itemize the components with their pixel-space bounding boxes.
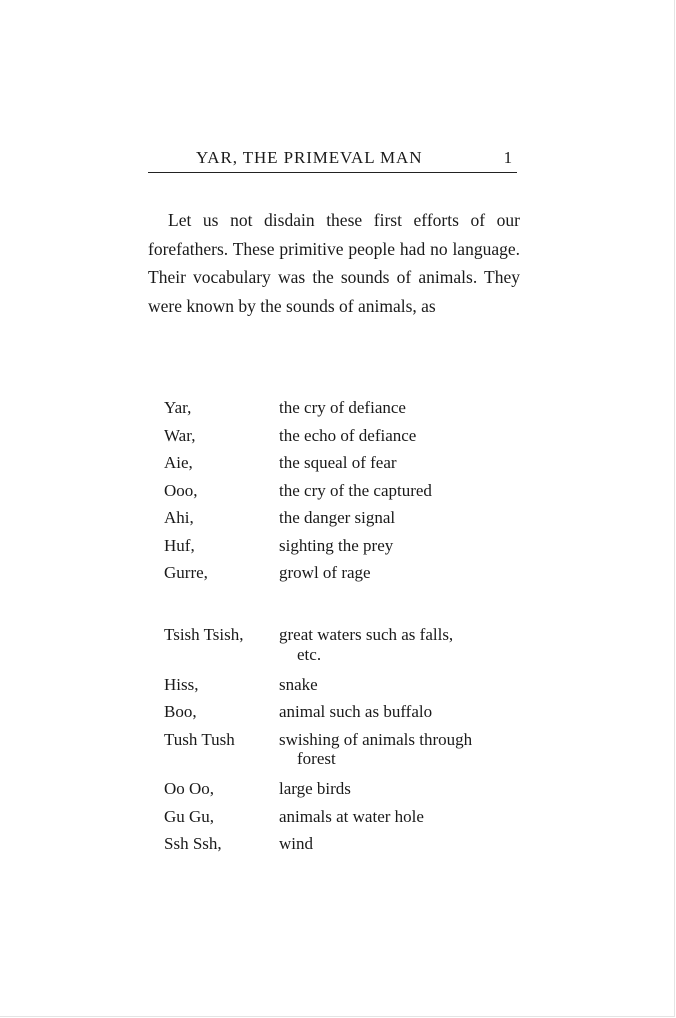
glossary-entry bbox=[164, 449, 524, 477]
glossary-term: Ssh Ssh, bbox=[164, 834, 222, 853]
glossary-term: Tsish Tsish, bbox=[164, 625, 244, 644]
glossary-meaning: sighting the prey bbox=[279, 535, 394, 555]
glossary-meaning-wrapper bbox=[279, 621, 524, 671]
glossary-term: Gu Gu, bbox=[164, 806, 215, 826]
glossary-meaning-continuation: forest bbox=[297, 749, 336, 768]
glossary-meaning: animal such as buffalo bbox=[279, 702, 433, 721]
glossary-meaning: the cry of defiance bbox=[279, 398, 406, 417]
glossary-term: Ooo, bbox=[164, 480, 198, 500]
glossary-entry bbox=[164, 559, 524, 587]
glossary-term: Aie, bbox=[164, 453, 193, 472]
running-head-title: YAR, THE PRIMEVAL MAN bbox=[196, 148, 423, 167]
glossary-term: Huf, bbox=[164, 535, 195, 555]
glossary-term: Yar, bbox=[164, 398, 192, 417]
glossary-term: Hiss, bbox=[164, 674, 199, 694]
glossary-group-2 bbox=[164, 621, 524, 858]
glossary-meaning: great waters such as falls, bbox=[279, 625, 454, 644]
glossary-term: Oo Oo, bbox=[164, 779, 215, 798]
glossary-meaning: snake bbox=[279, 674, 318, 694]
glossary-meaning: the danger signal bbox=[279, 508, 396, 527]
glossary-meaning: large birds bbox=[279, 779, 351, 798]
glossary-entry bbox=[164, 698, 524, 726]
glossary-entry bbox=[164, 394, 524, 422]
glossary-term: Boo, bbox=[164, 702, 197, 721]
glossary-meaning: animals at water hole bbox=[279, 806, 424, 826]
glossary-entry bbox=[164, 726, 524, 776]
glossary-group-1 bbox=[164, 394, 524, 587]
intro-paragraph: Let us not disdain these first efforts of our forefathers. These primitive people had no language. Their vocabulary was the sounds of animals. They were known by the sounds of animals, as bbox=[148, 210, 520, 316]
glossary-meaning: growl of rage bbox=[279, 563, 371, 582]
glossary-entry bbox=[164, 621, 524, 671]
glossary-meaning-continuation: etc. bbox=[297, 644, 322, 664]
glossary-meaning: the cry of the captured bbox=[279, 480, 432, 500]
glossary-entry bbox=[164, 422, 524, 450]
glossary-entry bbox=[164, 803, 524, 831]
glossary-entry bbox=[164, 775, 524, 803]
glossary-term: Tush Tush bbox=[164, 729, 235, 749]
glossary-entry bbox=[164, 477, 524, 505]
glossary-meaning-wrapper bbox=[279, 726, 524, 776]
glossary-entry bbox=[164, 671, 524, 699]
glossary-meaning: the squeal of fear bbox=[279, 453, 397, 472]
glossary-meaning: wind bbox=[279, 834, 313, 853]
glossary-term: War, bbox=[164, 425, 196, 445]
running-head bbox=[148, 148, 517, 173]
glossary-term: Gurre, bbox=[164, 563, 208, 582]
glossary-entry bbox=[164, 830, 524, 858]
glossary-meaning: swishing of animals through bbox=[279, 729, 473, 749]
glossary-entry bbox=[164, 532, 524, 560]
glossary-meaning: the echo of defiance bbox=[279, 425, 417, 445]
glossary-entry bbox=[164, 504, 524, 532]
page-number: 1 bbox=[503, 148, 513, 167]
glossary-term: Ahi, bbox=[164, 508, 194, 527]
